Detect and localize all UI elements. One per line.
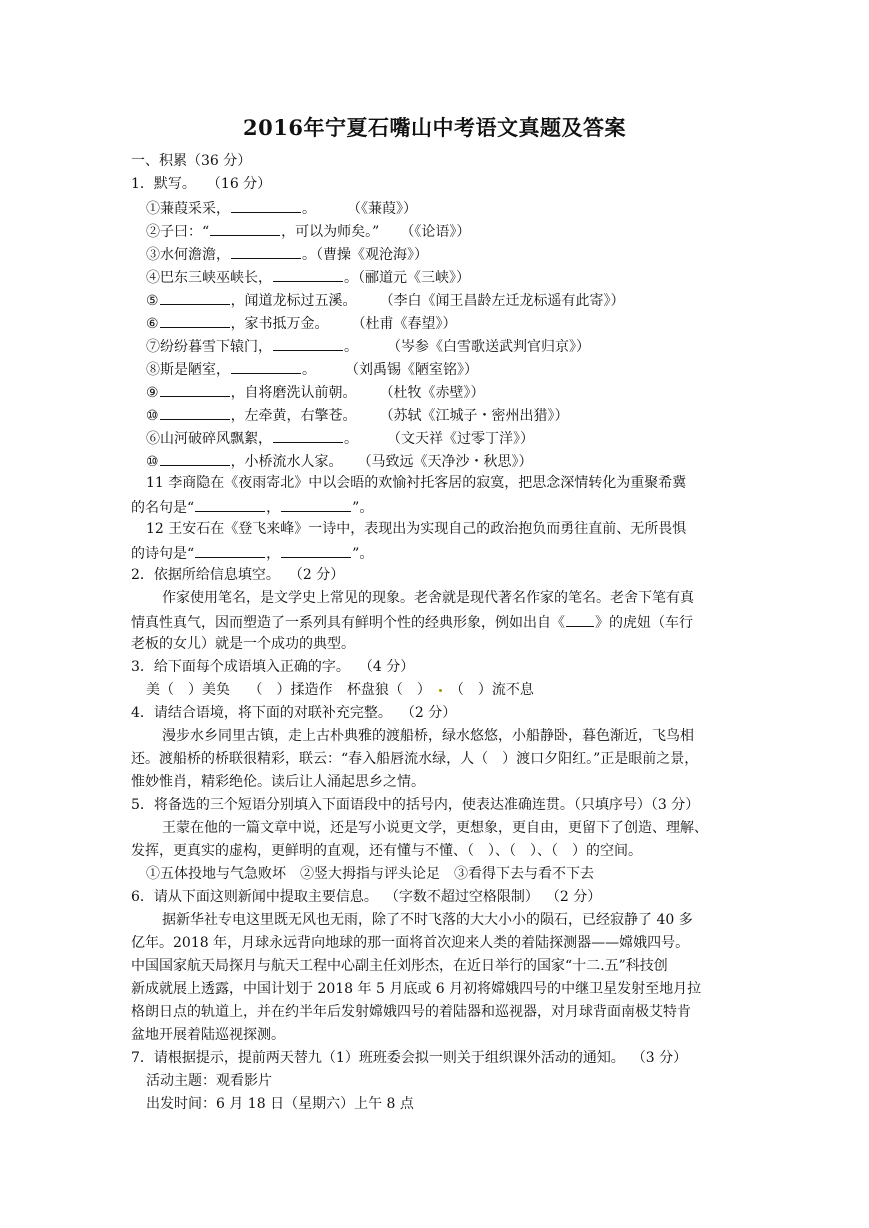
page-title: 2016年宁夏石嘴山中考语文真题及答案 [243,115,626,140]
answer-blank[interactable] [160,288,230,305]
answer-blank[interactable] [195,495,265,512]
stray-dot [439,689,442,692]
q1-item-9: ⑨ ，自将磨洗认前朝。 （杜牧《赤壁》） [146,380,485,404]
answer-blank[interactable] [160,311,230,328]
q3-heading: 3．给下面每个成语填入正确的字。 （4 分） [131,659,415,675]
q1-item-6: ⑥ ，家书抵万金。 （杜甫《春望》） [146,311,457,335]
q2-line1: 作家使用笔名，是文学史上常见的现象。老舍就是现代著名作家的笔名。老舍下笔有真 [162,590,694,606]
answer-blank[interactable] [281,495,351,512]
q7-line1: 活动主题：观看影片 [146,1073,272,1089]
q1-sub12-line2: 的诗句是“ ， ”。 [131,541,373,565]
q2-line3: 老板的女儿）就是一个成功的典型。 [131,636,355,652]
answer-blank[interactable] [231,242,301,259]
q6-line3: 中国国家航天局探月与航天工程中心副主任刘彤杰，在近日举行的国家“十二.五”科技创 [131,958,668,974]
answer-blank[interactable] [273,265,343,282]
q7-heading: 7．请根据提示，提前两天替九（1）班班委会拟一则关于组织课外活动的通知。 （3 分） [131,1050,688,1066]
q2-heading: 2．依据所给信息填空。 （2 分） [131,567,345,583]
q4-line2: 还。渡船桥的桥联很精彩，联云：“春入船唇流水绿，人（ ）渡口夕阳红。”正是眼前之景， [131,751,699,767]
q1-item-1: ①蒹葭采采， 。 （《蒹葭》） [146,196,417,220]
q1-item-8: ⑧斯是陋室， 。 （刘禹锡《陋室铭》） [146,357,478,381]
q7-line2: 出发时间：6 月 18 日（星期六）上午 8 点 [146,1096,414,1112]
answer-blank[interactable] [273,334,343,351]
idiom-4: （ ）流不息 [449,682,534,698]
q6-line2: 亿年。2018 年，月球永远背向地球的那一面将首次迎来人类的着陆探测器——嫦娥四号。 [131,935,690,951]
section-heading: 一、积累（36 分） [131,153,252,169]
q1-item-5: ⑤ ，闻道龙标过五溪。 （李白《闻王昌龄左迁龙标遥有此寄》） [146,288,625,312]
answer-blank[interactable] [210,219,280,236]
q5-line2: 发挥，更真实的虚构，更鲜明的直观，还有懂与不懂、（ ）、（ ）、（ ）的空间。 [131,843,642,859]
q3-idioms [146,679,534,701]
answer-blank[interactable] [566,610,594,627]
q5-heading: 5．将备选的三个短语分别填入下面语段中的括号内，使表达准确连贯。（只填序号）（3 分） [131,797,700,813]
idiom-2: （ ）揉造作 [248,682,333,698]
q1-item-10: ⑩ ，左牵黄，右擎苍。 （苏轼《江城子・密州出猎》） [146,403,569,427]
q2-line2: 情真性真气，因而塑造了一系列具有鲜明个性的经典形象，例如出自《 》的虎妞（车行 [131,610,693,634]
answer-blank[interactable] [231,196,301,213]
q4-line3: 惟妙惟肖，精彩绝伦。读后让人涌起思乡之情。 [131,774,425,790]
answer-blank[interactable] [160,449,230,466]
q1-item-3: ③水何澹澹， 。（曹操《观沧海》） [146,242,428,266]
answer-blank[interactable] [281,541,351,558]
answer-blank[interactable] [160,380,230,397]
idiom-1: 美（ ）美奂 [146,682,230,698]
q6-line4: 新成就展上透露，中国计划于 2018 年 5 月底或 6 月初将嫦娥四号的中继卫星发射至地月拉 [131,981,702,997]
q4-heading: 4．请结合语境，将下面的对联补充完整。 （2 分） [131,705,457,721]
answer-blank[interactable] [273,426,343,443]
q6-line6: 盆地开展着陆巡视探测。 [131,1027,285,1043]
q5-options: ①五体投地与气急败坏 ②竖大拇指与评头论足 ③看得下去与看不下去 [146,866,594,882]
answer-blank[interactable] [195,541,265,558]
q1-heading: 1．默写。 （16 分） [131,176,272,192]
q1-item-2: ②子曰：“ ，可以为师矣。” （《论语》） [146,219,470,243]
answer-blank[interactable] [231,357,301,374]
q1-item-11: ⑥山河破碎风飘絮， 。 （文天祥《过零丁洋》） [146,426,534,450]
q4-line1: 漫步水乡同里古镇，走上古朴典雅的渡船桥，绿水悠悠，小船静卧，暮色渐近，飞鸟相 [162,728,694,744]
q6-line1: 据新华社专电这里既无风也无雨，除了不时飞落的大大小小的陨石，已经寂静了 40 多 [162,912,693,928]
q6-line5: 格朗日点的轨道上，并在约半年后发射嫦娥四号的着陆器和巡视器，对月球背面南极艾特肯 [131,1004,691,1020]
idiom-3: 杯盘狼（ ） [346,682,431,698]
q1-sub11-line2: 的名句是“ ， ”。 [131,495,373,519]
q1-item-12: ⑩ ，小桥流水人家。 （马致远《天净沙・秋思》） [146,449,533,473]
q1-sub12-line1: 12 王安石在《登飞来峰》一诗中，表现出为实现自己的政治抱负而勇往直前、无所畏惧 [146,521,687,537]
q1-sub11-line1: 11 李商隐在《夜雨寄北》中以会晤的欢愉衬托客居的寂寞，把思念深情转化为重聚希冀 [146,475,687,491]
q6-heading: 6．请从下面这则新闻中提取主要信息。 （字数不超过空格限制） （2 分） [131,889,602,905]
q1-item-4: ④巴东三峡巫峡长， 。（郦道元《三峡》） [146,265,470,289]
q5-line1: 王蒙在他的一篇文章中说，还是写小说更文学，更想象，更自由，更留下了创造、理解、 [162,820,708,836]
answer-blank[interactable] [160,403,230,420]
q1-item-7: ⑦纷纷暮雪下辕门， 。 （岑参《白雪歌送武判官归京》） [146,334,590,358]
